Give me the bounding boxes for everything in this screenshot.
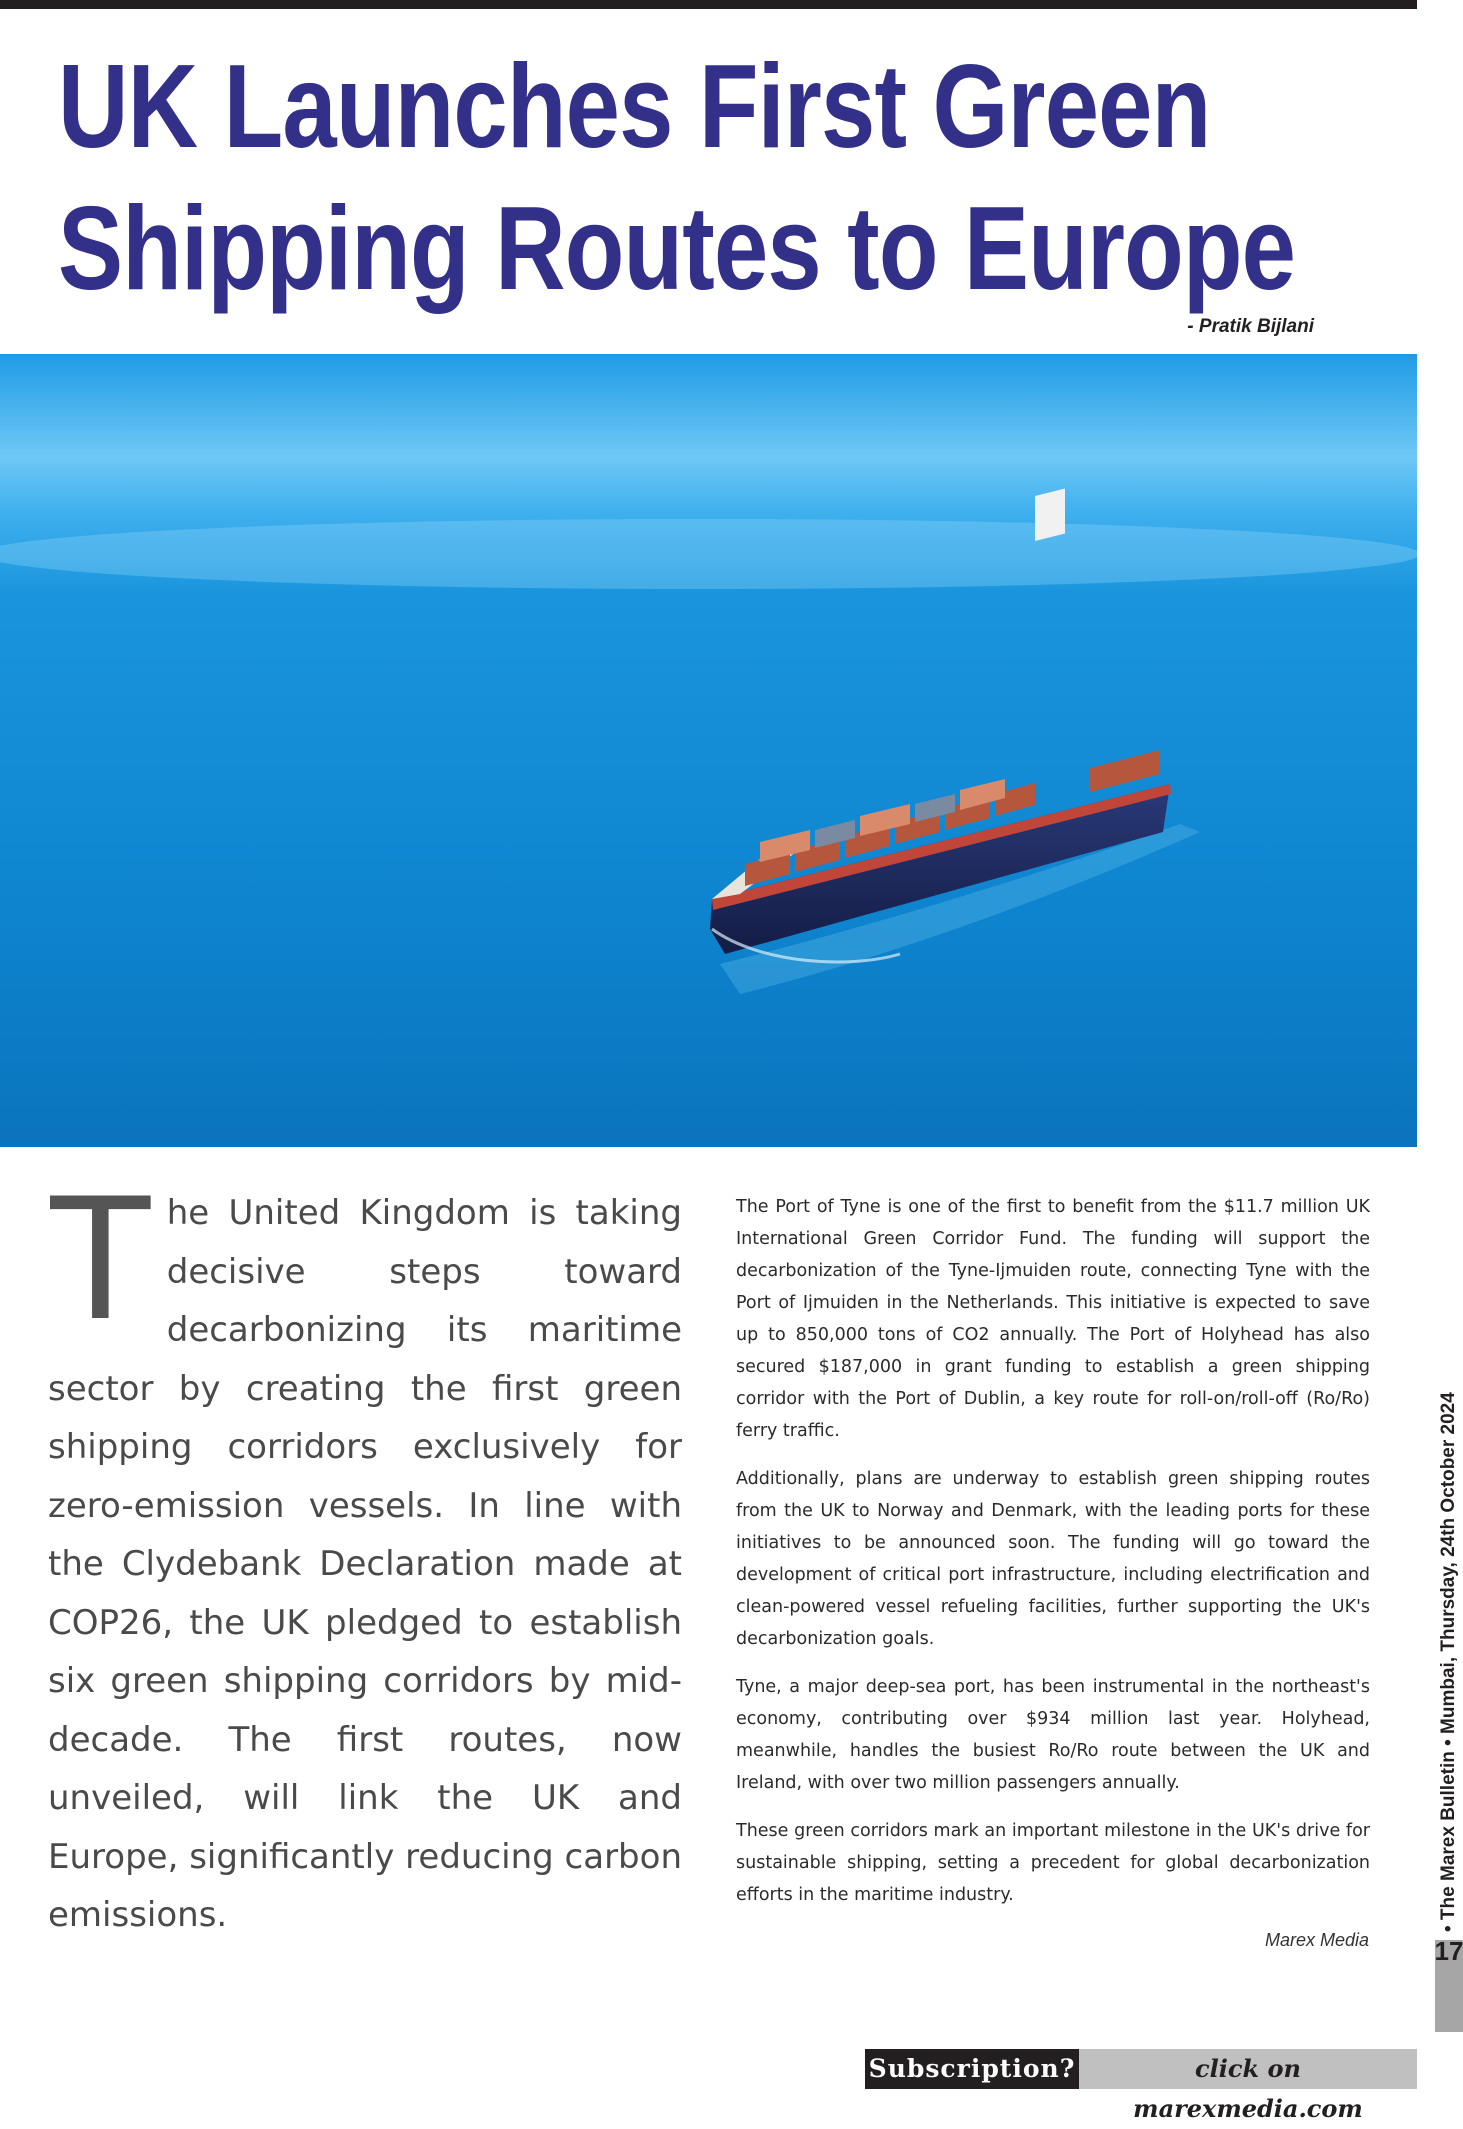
headline [58, 36, 1296, 320]
subscription-link[interactable]: click on marexmedia.com [1079, 2049, 1417, 2089]
page-number: 17 [1434, 1936, 1463, 1966]
body-paragraph-1: The Port of Tyne is one of the first to benefit from the $11.7 million UK International Green Corridor Fund. The funding will support the decarbonization of the Tyne-Ijmuiden route, connecting Tyne with the Port of Ijmuiden in the Netherlands. This initiative is expected to save up to 850,000 tons of CO2 annually. The Port of Holyhead has also secured $187,000 in grant funding to establish a green shipping corridor with the Port of Dublin, a key route for roll-on/roll-off (Ro/Ro) ferry traffic. [736, 1197, 1370, 1441]
body-paragraph-3: Tyne, a major deep-sea port, has been instrumental in the northeast's economy, contributing over $934 million last year. Holyhead, meanwhile, handles the busiest Ro/Ro route between the UK and Ireland, with over two million passengers annually. [736, 1677, 1370, 1793]
body-column [736, 1191, 1370, 1927]
lead-paragraph [46, 1157, 682, 1945]
body-paragraph-4: These green corridors mark an important milestone in the UK's drive for sustainable shipping, setting a precedent for global decarbonization efforts in the maritime industry. [736, 1821, 1370, 1905]
headline-line-2: Shipping Routes to Europe [58, 182, 1296, 315]
drop-cap: T [46, 1157, 155, 1356]
subscription-label: Subscription? [865, 2049, 1079, 2089]
body-paragraph-2: Additionally, plans are underway to establish green shipping routes from the UK to Norway and Denmark, with the leading ports for these initiatives to be announced soon. The funding will go toward the development of critical port infrastructure, including electrification and clean-powered vessel refueling facilities, further supporting the UK's decarbonization goals. [736, 1469, 1370, 1649]
hero-image-container-ship [0, 354, 1417, 1147]
lead-text: he United Kingdom is taking decisive steps toward decarbonizing its maritime sector by creating the first green shipping corridors exclusively for zero-emission vessels. In line with the Clydebank Declaration made at COP26, the UK pledged to establish six green shipping corridors by mid-decade. The first routes, now unveiled, will link the UK and Europe, significantly reducing carbon emissions. [48, 1193, 682, 1935]
top-rule [0, 0, 1417, 9]
byline: - Pratik Bijlani [1187, 316, 1314, 337]
headline-line-1: UK Launches First Green [58, 40, 1211, 173]
signoff: Marex Media [1264, 1930, 1369, 1950]
hero-image-illustration [0, 354, 1417, 1147]
running-header: • The Marex Bulletin • Mumbai, Thursday, 24th October 2024 [1438, 1392, 1459, 1932]
